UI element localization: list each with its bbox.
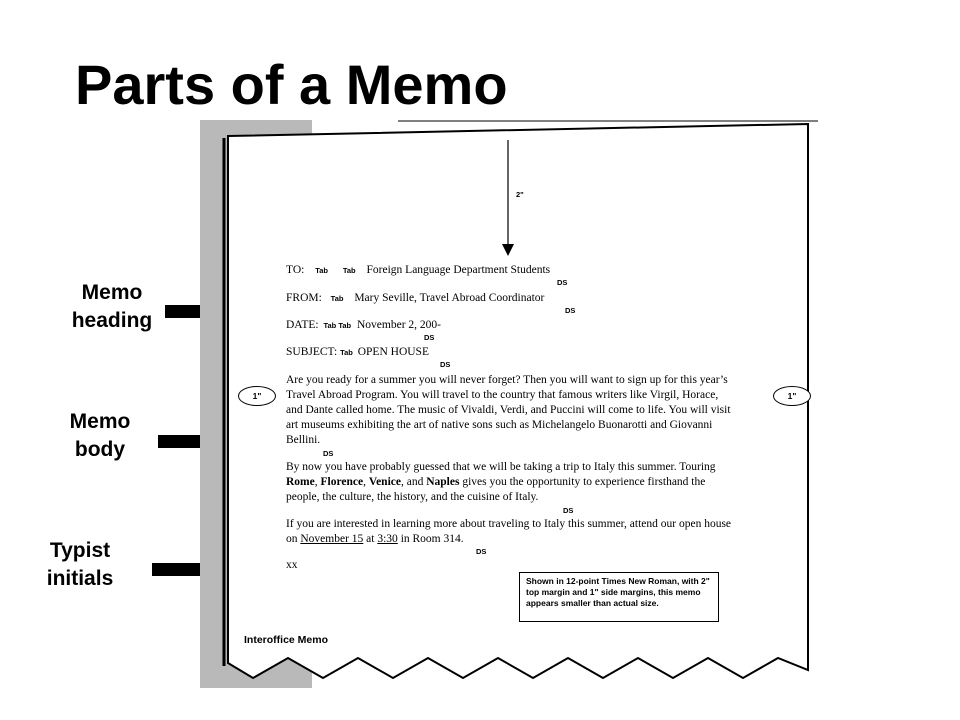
subject-label: SUBJECT: (286, 346, 338, 358)
para3-post: in Room 314. (397, 533, 464, 545)
memo-from-line (286, 292, 544, 304)
separator: , (314, 476, 321, 488)
para1-line: and Dante called home. The music of Vivaldi, Verdi, and Puccini will come to life. You will visit (286, 404, 731, 416)
label-memo-body-line1: Memo (69, 410, 131, 433)
ds-marker: DS (323, 449, 334, 458)
ds-marker: DS (476, 547, 487, 556)
para2-line: By now you have probably guessed that we will be taking a trip to Italy this summer. Touring (286, 461, 716, 473)
label-memo-heading-line1: Memo (81, 281, 143, 304)
from-label: FROM: (286, 292, 322, 304)
para1-line: art museums exhibiting the art of native sons such as Michelangelo Buonarotti and Giovanni (286, 419, 713, 431)
memo-page-outline (228, 124, 808, 678)
to-value: Foreign Language Department Students (366, 264, 551, 276)
size-note-box: Shown in 12-point Times New Roman, with 2" top margin and 1" side margins, this memo appears smaller than actual size. (519, 572, 719, 622)
city-naples: Naples (426, 476, 460, 488)
slide-title: Parts of a Memo (75, 53, 508, 116)
para2-line-cities (286, 476, 705, 488)
para1-line: Travel Abroad Program. You will travel to the country that famous writers like Virgil, Horace, (286, 389, 719, 401)
tab-marker: Tab Tab (323, 321, 352, 330)
separator: , (363, 476, 369, 488)
subject-value: OPEN HOUSE (357, 346, 429, 358)
left-margin-oval: 1" (238, 386, 276, 406)
open-house-time: 3:30 (377, 533, 398, 545)
label-memo-heading-line2: heading (71, 309, 153, 332)
memo-subject-line (286, 346, 429, 358)
city-venice: Venice (368, 476, 401, 488)
ds-marker: DS (557, 278, 568, 287)
label-typist-initials-line2: initials (46, 567, 114, 590)
date-label: DATE: (286, 319, 319, 331)
memo-to-line (286, 264, 550, 276)
tab-marker: Tab (330, 294, 344, 303)
open-house-date: November 15 (300, 533, 364, 545)
label-memo-body-line2: body (74, 438, 126, 461)
date-value: November 2, 200- (356, 319, 441, 331)
to-label: TO: (286, 264, 305, 276)
memo-date-line (286, 319, 441, 331)
para3-line-details (286, 533, 464, 545)
top-margin-label: 2" (516, 190, 524, 199)
tab-marker: Tab (342, 266, 356, 275)
memo-footer-label: Interoffice Memo (244, 634, 329, 646)
para1-line: Bellini. (286, 434, 321, 446)
label-typist-initials (30, 537, 130, 593)
ds-marker: DS (424, 333, 435, 342)
right-margin-oval: 1" (773, 386, 811, 406)
para2-line2-rest: gives you the opportunity to experience firsthand the (459, 476, 706, 488)
ds-marker: DS (440, 360, 451, 369)
typist-initials: xx (286, 559, 298, 571)
para3-mid: at (363, 533, 378, 545)
ds-marker: DS (565, 306, 576, 315)
para3-line: If you are interested in learning more about traveling to Italy this summer, attend our open house (286, 518, 732, 530)
para3-pre: on (286, 533, 301, 545)
separator: , and (400, 476, 427, 488)
para1-line: Are you ready for a summer you will never forget? Then you will want to sign up for this year’s (286, 374, 728, 386)
from-value: Mary Seville, Travel Abroad Coordinator (354, 292, 545, 304)
city-florence: Florence (320, 476, 364, 488)
para2-line: people, the culture, the history, and the cuisine of Italy. (286, 491, 539, 503)
label-typist-initials-line1: Typist (49, 539, 111, 562)
tab-marker: Tab (315, 266, 328, 275)
ds-marker: DS (563, 506, 574, 515)
tab-marker: Tab (340, 348, 353, 357)
label-memo-body (50, 408, 150, 464)
city-rome: Rome (286, 476, 315, 488)
label-memo-heading (62, 279, 162, 335)
